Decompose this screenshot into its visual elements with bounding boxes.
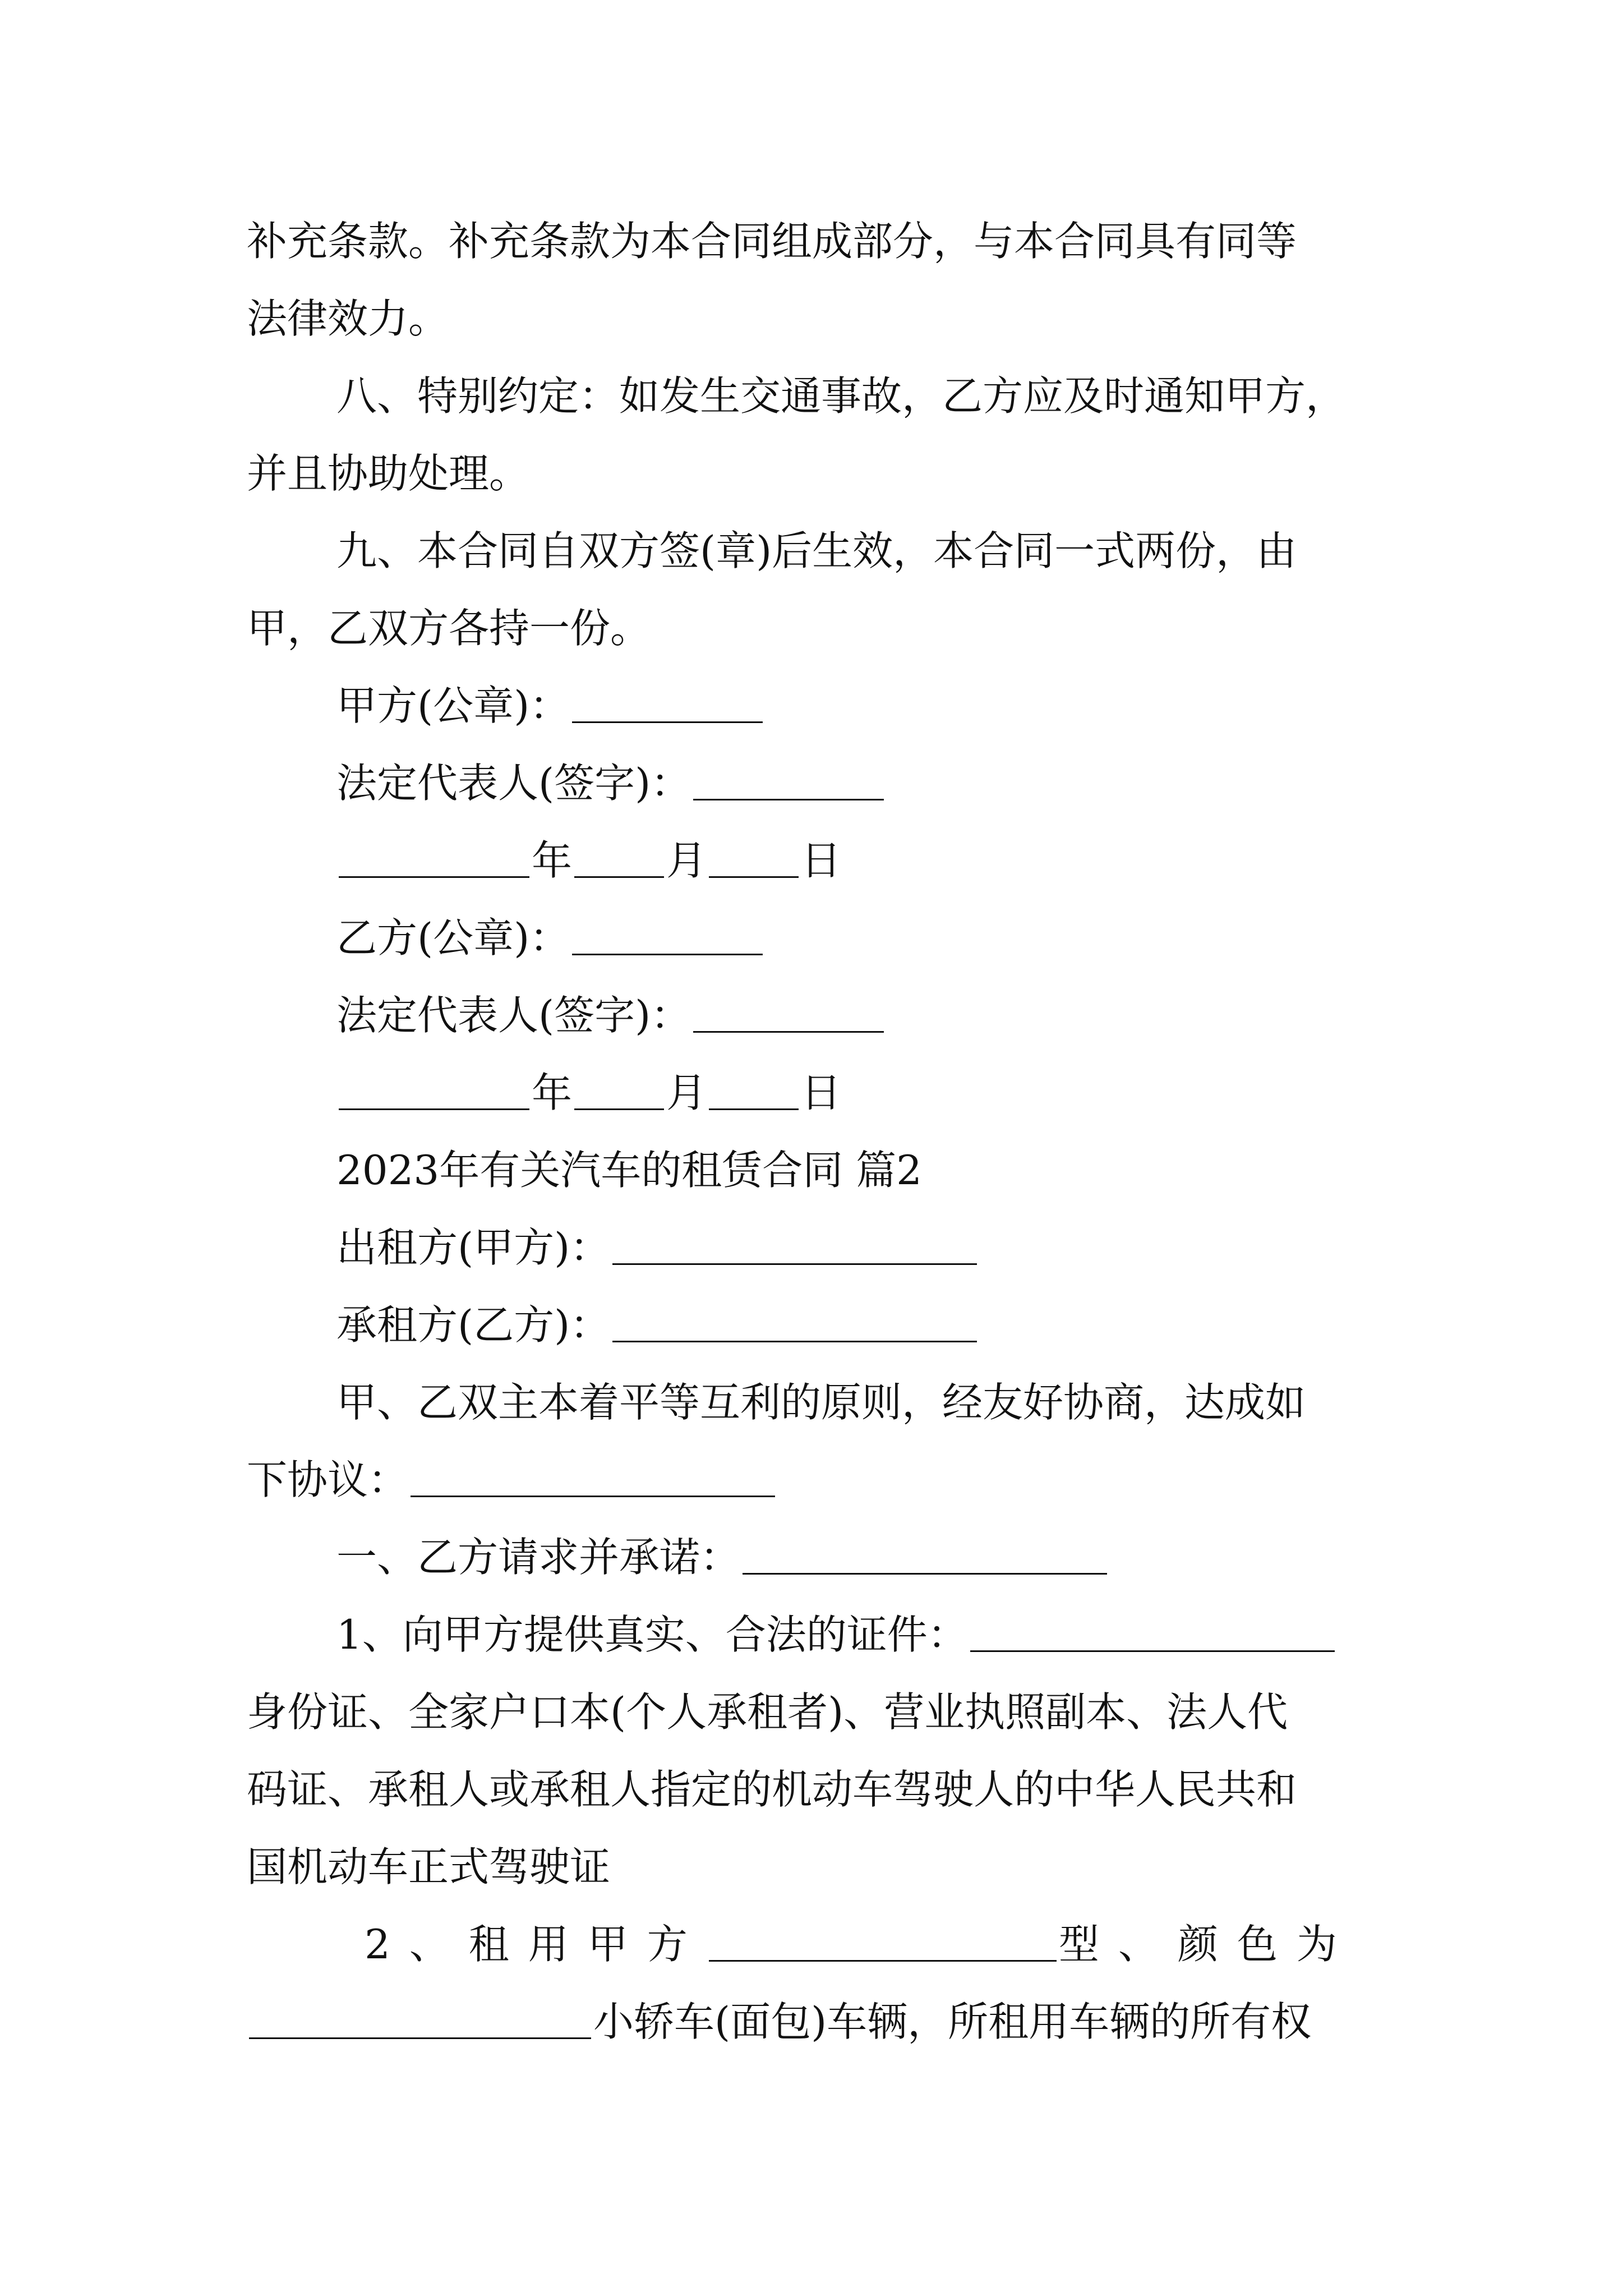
year-blank	[339, 876, 529, 878]
party-b-rep-line	[336, 982, 1385, 1049]
party-a-seal-label: 甲方(公章)：	[336, 682, 570, 729]
month-blank	[574, 876, 664, 878]
day-label: 日	[801, 837, 842, 884]
intro-line: 甲、乙双主本着平等互利的原则，经友好协商，达成如	[336, 1379, 1306, 1426]
signature-blank	[693, 798, 884, 800]
item-two-vehicle-text: 小轿车(面包)车辆，所租用车辆的所有权	[593, 1998, 1312, 2045]
paragraph-line: 码证、承租人或承租人指定的机动车驾驶人的中华人民共和	[247, 1766, 1297, 1813]
paragraph-line: 身份证、全家户口本(个人承租者)、营业执照副本、法人代	[247, 1688, 1288, 1736]
signature-blank	[572, 721, 763, 723]
party-b-seal-line	[336, 904, 1385, 972]
agreement-blank	[411, 1495, 775, 1497]
item-one-line	[336, 1601, 1385, 1668]
intro-label: 下协议：	[247, 1456, 409, 1503]
item-two-color-label: 型、颜色为	[1058, 1921, 1356, 1968]
month-label: 月	[666, 837, 707, 884]
item-two-label: 2、租用甲方	[365, 1921, 707, 1968]
paragraph-line: 法律效力。	[247, 295, 449, 342]
party-a-rep-label: 法定代表人(签字)：	[336, 760, 691, 807]
day-blank	[709, 1108, 799, 1110]
paragraph-line: 甲，乙双方各持一份。	[247, 605, 651, 652]
section-title: 2023年有关汽车的租赁合同 篇2	[336, 1147, 922, 1194]
clause-eight-line: 八、特别约定：如发生交通事故，乙方应及时通知甲方，	[336, 372, 1347, 420]
clause-one-line	[336, 1524, 1385, 1591]
paragraph-line: 补充条款。补充条款为本合同组成部分，与本合同具有同等	[247, 218, 1297, 265]
certificate-blank	[970, 1650, 1335, 1652]
party-b-rep-label: 法定代表人(签字)：	[336, 992, 691, 1039]
signature-blank	[572, 953, 763, 955]
party-a-date-line	[336, 827, 1385, 894]
paragraph-line: 国机动车正式驾驶证	[247, 1843, 611, 1890]
year-blank	[339, 1108, 529, 1110]
color-blank	[249, 2037, 591, 2039]
party-a-rep-line	[336, 749, 1385, 817]
item-one-label: 1、向甲方提供真实、合法的证件：	[336, 1611, 968, 1658]
year-label: 年	[532, 1069, 573, 1116]
signature-blank	[693, 1030, 884, 1033]
paragraph-line: 并且协助处理。	[247, 450, 530, 497]
intro-line-2	[247, 1446, 1385, 1513]
party-b-seal-label: 乙方(公章)：	[336, 914, 570, 961]
item-two-line	[365, 1911, 1385, 1978]
lessor-blank	[612, 1263, 977, 1265]
day-label: 日	[801, 1069, 842, 1116]
lessor-line	[336, 1214, 1385, 1281]
lessee-line	[336, 1291, 1385, 1359]
month-label: 月	[666, 1069, 707, 1116]
clause-one-label: 一、乙方请求并承诺：	[336, 1534, 741, 1581]
clause-nine-line: 九、本合同自双方签(章)后生效，本合同一式两份，由	[336, 527, 1297, 574]
promise-blank	[743, 1572, 1107, 1575]
year-label: 年	[532, 837, 573, 884]
lessee-blank	[612, 1340, 977, 1342]
day-blank	[709, 876, 799, 878]
party-b-date-line	[336, 1059, 1385, 1126]
lessor-label: 出租方(甲方)：	[336, 1224, 611, 1271]
lessee-label: 承租方(乙方)：	[336, 1301, 611, 1349]
item-two-line-2	[247, 1988, 1385, 2055]
month-blank	[574, 1108, 664, 1110]
model-blank	[709, 1959, 1057, 1962]
party-a-seal-line	[336, 672, 1385, 739]
